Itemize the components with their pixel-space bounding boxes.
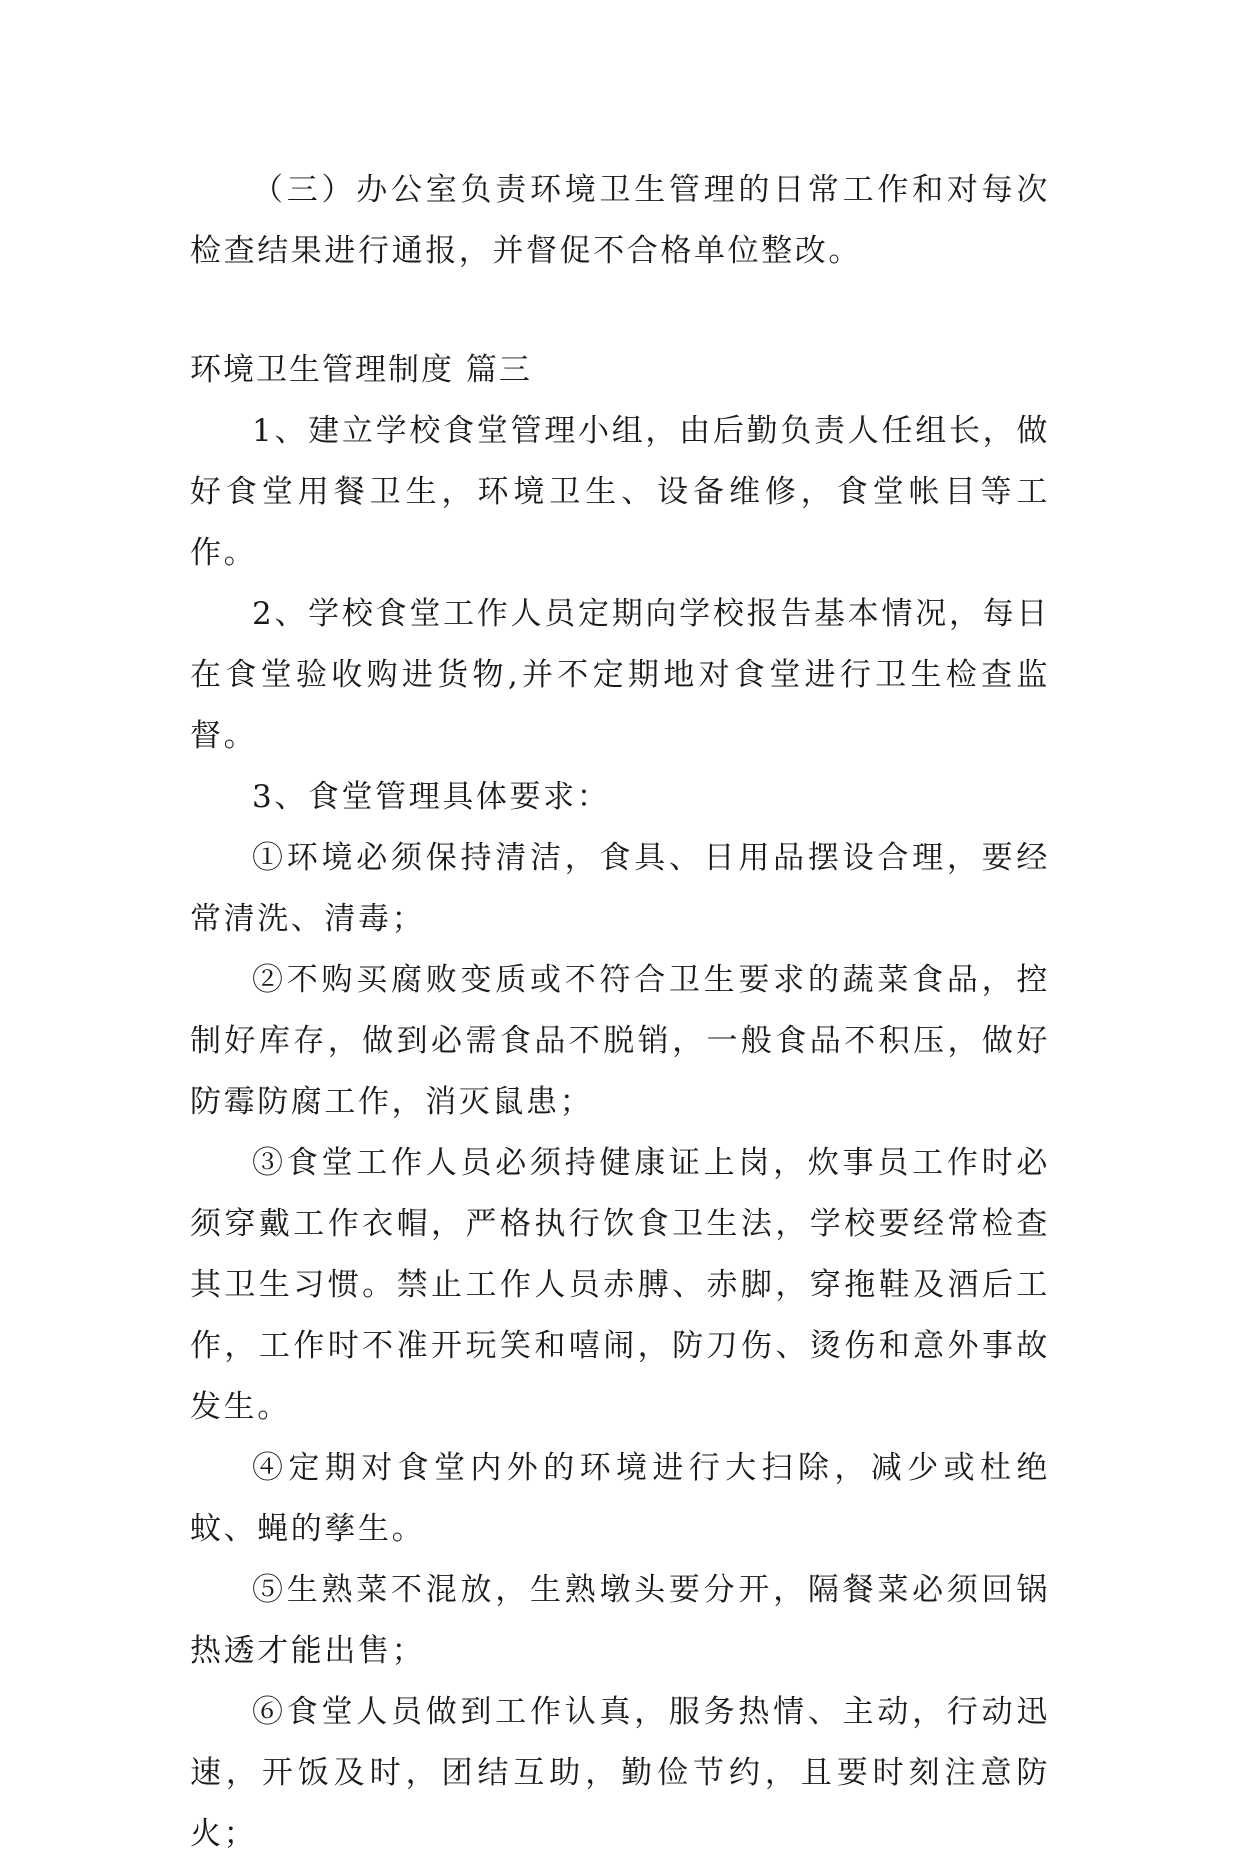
rule-paragraph-1: 1、建立学校食堂管理小组，由后勤负责人任组长，做好食堂用餐卫生，环境卫生、设备维修，食堂帐目等工作。	[190, 413, 1050, 571]
requirement-5: ⑤生熟菜不混放，生熟墩头要分开，隔餐菜必须回锅热透才能出售；	[190, 1572, 1050, 1669]
requirement-4: ④定期对食堂内外的环境进行大扫除，减少或杜绝蚊、蝇的孳生。	[190, 1450, 1050, 1547]
section-title: 环境卫生管理制度 篇三	[190, 352, 532, 388]
rule-paragraph-2: 2、学校食堂工作人员定期向学校报告基本情况，每日在食堂验收购进货物,并不定期地对食堂进行卫生检查监督。	[190, 596, 1050, 754]
rule-list	[190, 401, 1050, 1865]
requirement-1: ①环境必须保持清洁，食具、日用品摆设合理，要经常清洗、清毒；	[190, 840, 1050, 937]
rule-paragraph-3: 3、食堂管理具体要求：	[252, 779, 611, 815]
requirement-6: ⑥食堂人员做到工作认真，服务热情、主动，行动迅速，开饭及时，团结互助，勤俭节约，且要时刻注意防火；	[190, 1694, 1050, 1852]
requirement-3: ③食堂工作人员必须持健康证上岗，炊事员工作时必须穿戴工作衣帽，严格执行饮食卫生法，学校要经常检查其卫生习惯。禁止工作人员赤膊、赤脚，穿拖鞋及酒后工作，工作时不准开玩笑和嘻闹，防刀伤、烫伤和意外事故发生。	[190, 1145, 1050, 1425]
document-body	[190, 160, 1050, 1865]
intro-paragraph: （三）办公室负责环境卫生管理的日常工作和对每次检查结果进行通报，并督促不合格单位整改。	[190, 172, 1050, 269]
requirement-2: ②不购买腐败变质或不符合卫生要求的蔬菜食品，控制好库存，做到必需食品不脱销，一般食品不积压，做好防霉防腐工作，消灭鼠患；	[190, 962, 1050, 1120]
